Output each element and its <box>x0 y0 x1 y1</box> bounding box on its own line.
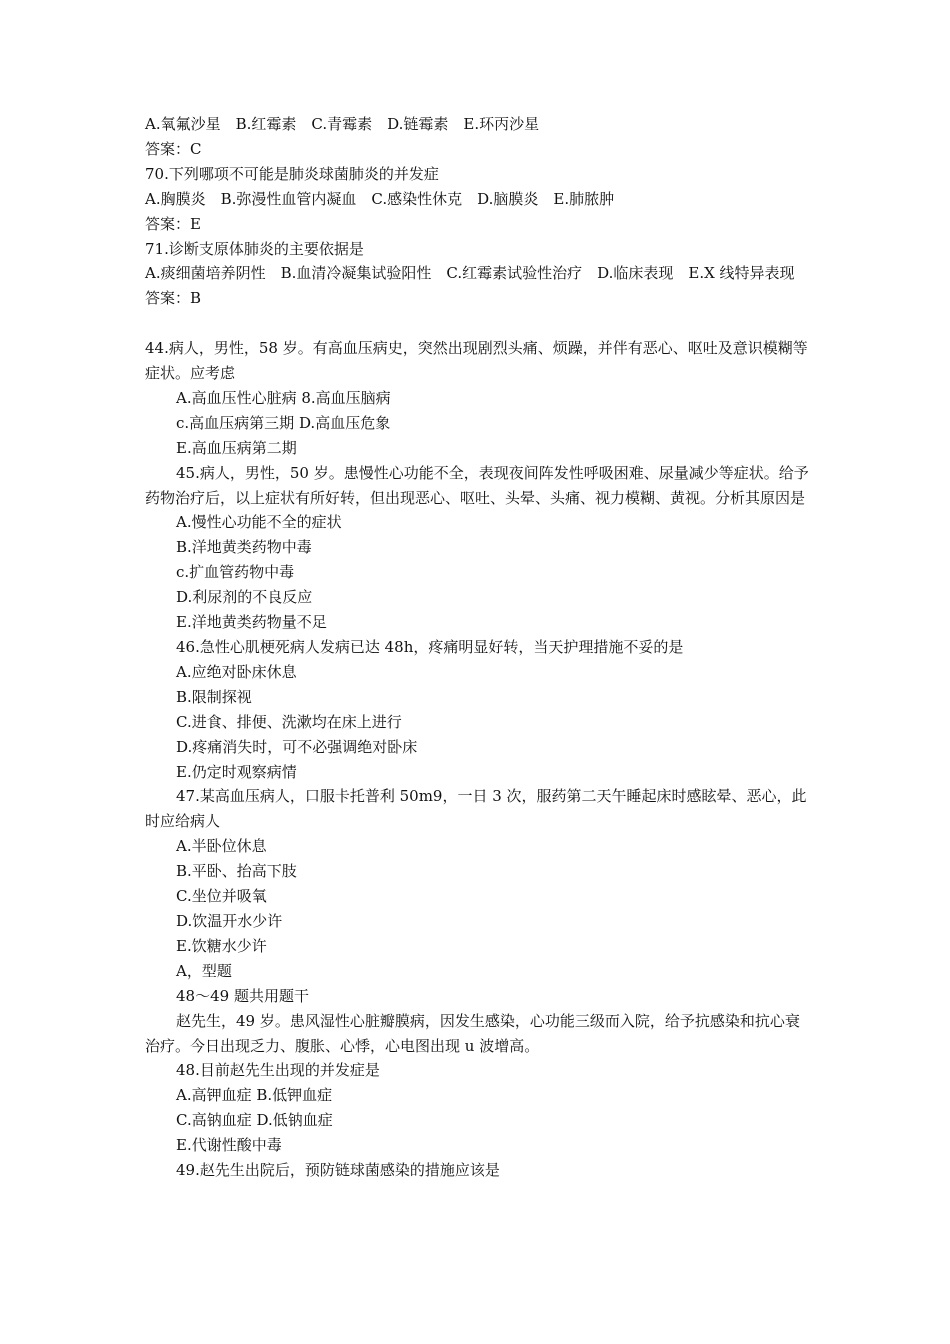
q69-options: A.氧氟沙星 B.红霉素 C.青霉素 D.链霉素 E.环丙沙星 <box>145 115 540 133</box>
q45-question: 45.病人，男性，50 岁。患慢性心功能不全，表现夜间阵发性呼吸困难、尿量减少等症状。给予药物治疗后，以上症状有所好转，但出现恶心、呕吐、头晕、头痛、视力模糊、黄视。分析其原因是 <box>145 463 809 507</box>
q71-answer: 答案：B <box>145 289 202 308</box>
q45-option-d: D.利尿剂的不良反应 <box>176 588 313 607</box>
q47-option-a: A.半卧位休息 <box>176 837 267 856</box>
q47-question: 47.某高血压病人，口服卡托普利 50m9，一日 3 次，服药第二天午睡起床时感眩晕、恶心，此时应给病人 <box>145 787 807 831</box>
q44-option-line: E.高血压病第二期 <box>176 438 297 457</box>
q45-option-b: B.洋地黄类药物中毒 <box>176 538 312 557</box>
q71-options: A.痰细菌培养阴性 B.血清冷凝集试验阳性 C.红霉素试验性治疗 D.临床表现 E.X 线特异表现 <box>145 264 795 283</box>
q46-question: 46.急性心肌梗死病人发病已达 48h，疼痛明显好转，当天护理措施不妥的是 <box>176 638 684 657</box>
q69-answer: 答案：C <box>145 139 202 158</box>
section-spacer <box>145 311 813 336</box>
q48-question: 48.目前赵先生出现的并发症是 <box>176 1061 380 1080</box>
q48-option-line: A.高钾血症 B.低钾血症 <box>176 1086 333 1105</box>
q46-option-a: A.应绝对卧床休息 <box>176 662 297 681</box>
q48-option-line: C.高钠血症 D.低钠血症 <box>176 1111 333 1130</box>
question-type-heading: A，型题 <box>176 961 232 980</box>
shared-stem: 赵先生，49 岁。患风湿性心脏瓣膜病，因发生感染，心功能三级而入院，给予抗感染和抗心衰治疗。今日出现乏力、腹胀、心悸，心电图出现 u 波增高。 <box>145 1011 800 1055</box>
q45-option-e: E.洋地黄类药物量不足 <box>176 613 327 632</box>
q45-option-a: A.慢性心功能不全的症状 <box>176 513 342 532</box>
document-body <box>145 112 813 1183</box>
q48-option-line: E.代谢性酸中毒 <box>176 1136 282 1155</box>
q49-question: 49.赵先生出院后，预防链球菌感染的措施应该是 <box>176 1161 500 1180</box>
q44-option-line: A.高血压性心脏病 8.高血压脑病 <box>176 388 391 407</box>
q70-options: A.胸膜炎 B.弥漫性血管内凝血 C.感染性休克 D.脑膜炎 E.肺脓肿 <box>145 189 615 208</box>
q46-option-d: D.疼痛消失时，可不必强调绝对卧床 <box>176 737 418 756</box>
q44-question: 44.病人，男性，58 岁。有高血压病史，突然出现剧烈头痛、烦躁，并伴有恶心、呕吐及意识模糊等症状。应考虑 <box>145 339 808 383</box>
q46-option-b: B.限制探视 <box>176 687 252 706</box>
q47-option-c: C.坐位并吸氧 <box>176 887 267 906</box>
q45-option-c: c.扩血管药物中毒 <box>176 563 295 582</box>
q71-question: 71.诊断支原体肺炎的主要依据是 <box>145 239 364 258</box>
shared-stem-label: 48～49 题共用题干 <box>176 986 309 1005</box>
q47-option-d: D.饮温开水少许 <box>176 911 283 930</box>
q70-answer: 答案：E <box>145 214 201 233</box>
q47-option-e: E.饮糖水少许 <box>176 936 267 955</box>
q47-option-b: B.平卧、抬高下肢 <box>176 862 297 881</box>
q46-option-e: E.仍定时观察病情 <box>176 762 297 781</box>
q70-question: 70.下列哪项不可能是肺炎球菌肺炎的并发症 <box>145 164 439 183</box>
q46-option-c: C.进食、排便、洗漱均在床上进行 <box>176 712 402 731</box>
q44-option-line: c.高血压病第三期 D.高血压危象 <box>176 413 391 432</box>
